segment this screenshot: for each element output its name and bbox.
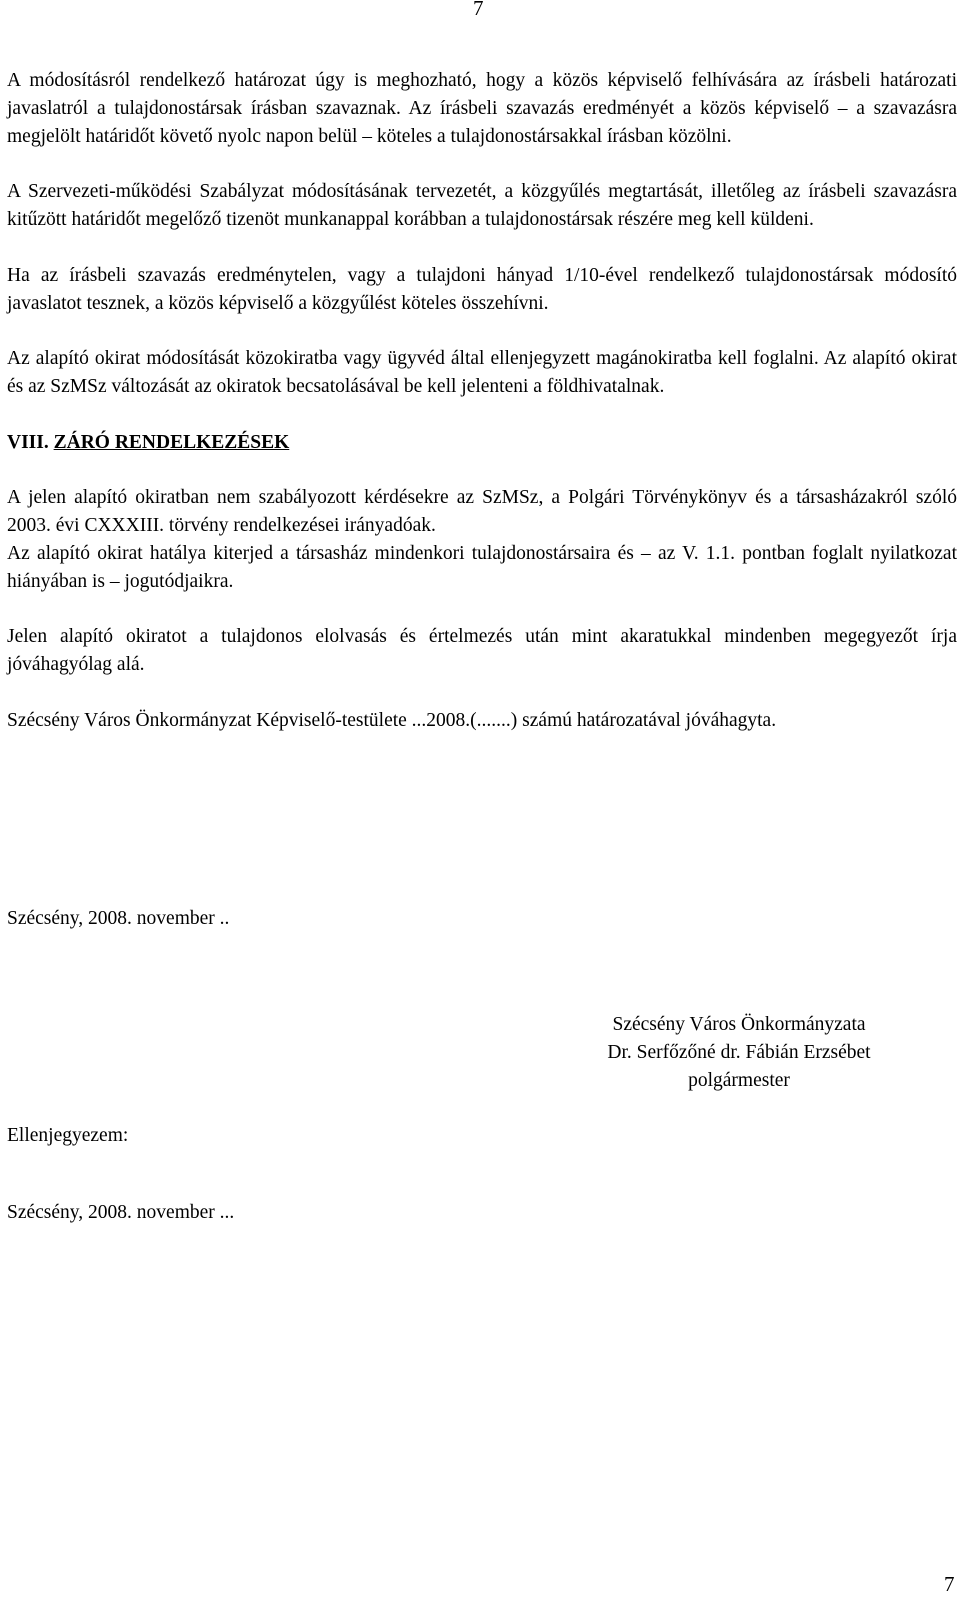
section-number: VIII. xyxy=(7,432,49,453)
section-title: ZÁRÓ RENDELKEZÉSEK xyxy=(53,432,290,453)
place-date-2: Szécsény, 2008. november ... xyxy=(7,1202,235,1223)
document-body xyxy=(7,67,957,735)
paragraph-scope: Az alapító okirat hatálya kiterjed a társasház mindenkori tulajdonostársaira és – az V. 1.1. pontban foglalt nyilatkozat hiányában is – jogutódjaikra. xyxy=(7,543,957,592)
signature-name: Dr. Serfőzőné dr. Fábián Erzsébet xyxy=(607,1042,871,1063)
paragraph-unsuccessful-vote: Ha az írásbeli szavazás eredménytelen, vagy a tulajdoni hányad 1/10-ével rendelkező tulajdonostársak módosító javaslatot tesznek, a közös képviselő a közgyűlést köteles összehívni. xyxy=(7,265,957,314)
paragraph-council-approval: Szécsény Város Önkormányzat Képviselő-testülete ...2008.(.......) számú határozatával jóváhagyta. xyxy=(7,710,777,731)
page-number-bottom: 7 xyxy=(944,1572,955,1596)
signature-block xyxy=(560,1011,918,1095)
paragraph-written-vote: A módosításról rendelkező határozat úgy is meghozható, hogy a közös képviselő felhívására az írásbeli határozati javaslatról a tulajdonostársak írásban szavaznak. Az írásbeli szavazás eredményét a közös képviselő – a szavazásra megjelölt határidőt követő nyolc napon belül – köteles a tulajdonostársakkal írásban közölni. xyxy=(7,70,957,147)
paragraph-governing-law: A jelen alapító okiratban nem szabályozott kérdésekre az SzMSz, a Polgári Törvénykönyv és a társasházakról szóló 2003. évi CXXXIII. törvény rendelkezései irányadóak. xyxy=(7,487,957,536)
countersign-label: Ellenjegyezem: xyxy=(7,1125,129,1146)
paragraph-deed-amendment: Az alapító okirat módosítását közokiratba vagy ügyvéd által ellenjegyzett magánokiratba kell foglalni. Az alapító okirat és az SzMSz változását az okiratok becsatolásával be kell jelenteni a földhivatalnak. xyxy=(7,348,957,397)
paragraph-smsz-draft: A Szervezeti-működési Szabályzat módosításának tervezetét, a közgyűlés megtartását, illetőleg az írásbeli szavazásra kitűzött határidőt megelőző tizenöt munkanappal korábban a tulajdonostársak részére meg kell küldeni. xyxy=(7,181,957,230)
place-date-1: Szécsény, 2008. november .. xyxy=(7,908,230,929)
section-heading xyxy=(7,429,957,457)
page-number-top: 7 xyxy=(473,0,484,20)
paragraph-approval-owner: Jelen alapító okiratot a tulajdonos elolvasás és értelmezés után mint akaratukkal mindenben megegyezőt írja jóváhagyólag alá. xyxy=(7,626,957,675)
signature-title: polgármester xyxy=(688,1070,790,1091)
signature-organization: Szécsény Város Önkormányzata xyxy=(612,1014,866,1035)
